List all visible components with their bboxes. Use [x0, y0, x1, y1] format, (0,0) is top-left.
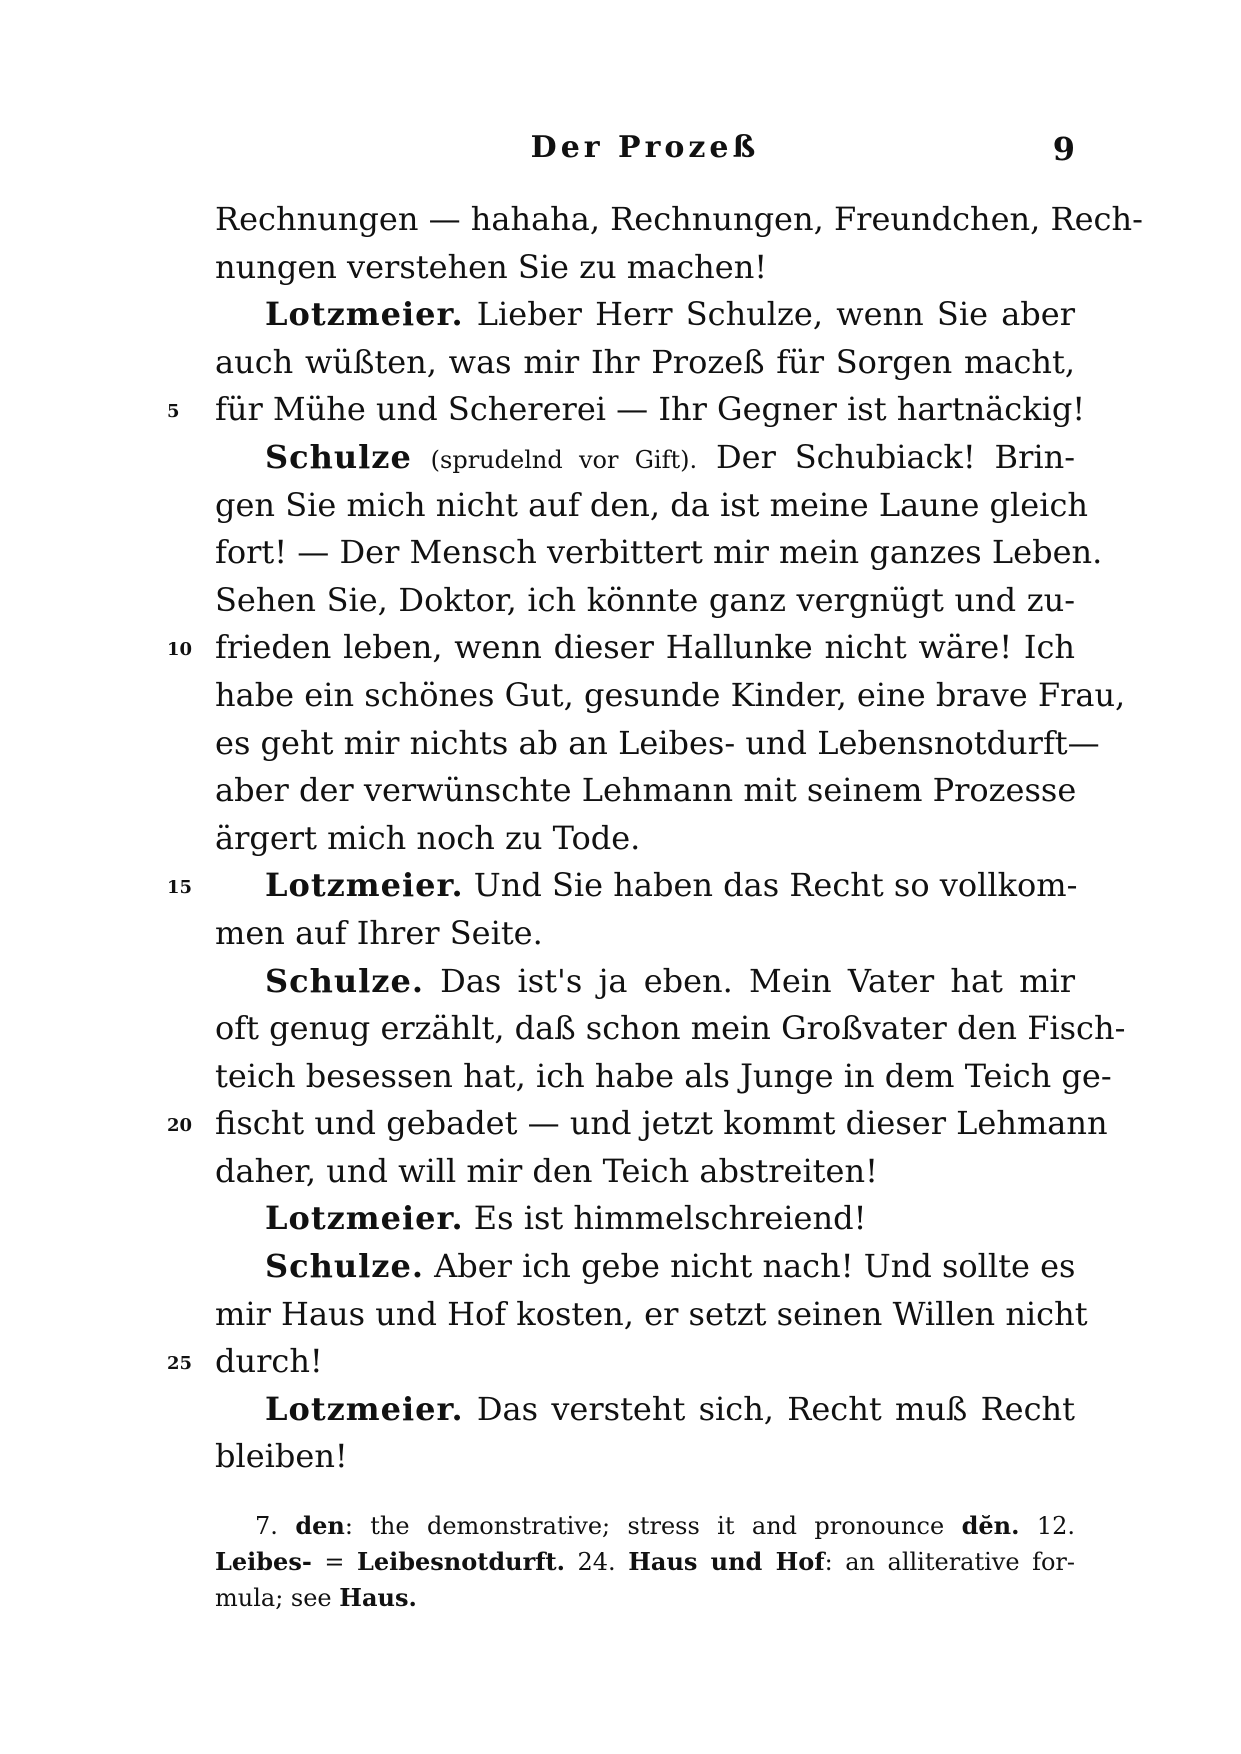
line-number: 15: [167, 877, 193, 899]
line-content: [215, 720, 1100, 768]
footnote-text: mula; see: [215, 1584, 332, 1612]
footnote-line: [215, 1544, 1075, 1580]
line-text: Aber ich gebe nicht nach! Und sollte es: [434, 1247, 1076, 1286]
footnote-ref: 7.: [255, 1512, 278, 1540]
running-header: [215, 130, 1075, 170]
text-line: [215, 958, 1075, 1006]
footnotes: [215, 1508, 1075, 1616]
line-text: fort! — Der Mensch verbittert mir mein ganzes Leben.: [215, 533, 1103, 572]
text-line: [215, 482, 1088, 530]
text-line: [215, 291, 1075, 339]
text-line: [215, 577, 1075, 625]
line-content: [215, 386, 1086, 434]
speaker-name: Schulze: [265, 437, 412, 476]
line-text: men auf Ihrer Seite.: [215, 913, 543, 952]
text-line: [215, 1433, 1075, 1481]
line-text: auch wüßten, was mir Ihr Prozeß für Sorgen macht,: [215, 342, 1075, 381]
line-content: [215, 1005, 1126, 1053]
line-text: Und Sie haben das Recht so vollkom-: [473, 866, 1078, 905]
speaker-name: Lotzmeier.: [265, 295, 464, 334]
line-text: gen Sie mich nicht auf den, da ist meine Laune gleich: [215, 485, 1088, 524]
footnote-text: : the demonstrative; stress it and pronounce: [344, 1512, 945, 1540]
text-line: [167, 862, 1078, 910]
line-content: [215, 196, 1143, 244]
line-content: [215, 244, 1075, 292]
text-line: [215, 1386, 1075, 1434]
line-text: durch!: [215, 1342, 323, 1381]
line-content: [215, 482, 1088, 530]
speaker-name: Lotzmeier.: [265, 1199, 464, 1238]
line-content: [215, 1338, 1075, 1386]
line-number: 25: [167, 1353, 193, 1375]
text-line: [167, 624, 1075, 672]
line-content: [215, 1148, 1075, 1196]
text-line: [215, 720, 1100, 768]
line-content: [215, 339, 1075, 387]
text-line: [215, 815, 1075, 863]
footnote-term: Haus und Hof: [628, 1547, 825, 1576]
text-line: [215, 672, 1126, 720]
footnote-line: [215, 1580, 1075, 1616]
line-content: [215, 1100, 1108, 1148]
text-line: [167, 1100, 1108, 1148]
text-line: [167, 1338, 1075, 1386]
footnote-term: Leibes-: [215, 1547, 312, 1576]
line-text: aber der verwünschte Lehmann mit seinem Prozesse: [215, 771, 1077, 810]
text-line: [215, 244, 1075, 292]
footnote-text: =: [311, 1548, 357, 1576]
page-number: 9: [1052, 130, 1075, 168]
line-content: [215, 1386, 1075, 1434]
line-number: 10: [167, 639, 193, 661]
line-content: [215, 1433, 1075, 1481]
line-text: Es ist himmelschreiend!: [473, 1199, 867, 1238]
line-text: fischt und gebadet — und jetzt kommt dieser Lehmann: [215, 1104, 1108, 1143]
line-text: frieden leben, wenn dieser Hallunke nicht wäre! Ich: [215, 628, 1075, 667]
line-text: bleiben!: [215, 1437, 348, 1476]
footnote-term: den: [295, 1511, 345, 1540]
line-text: daher, und will mir den Teich abstreiten!: [215, 1151, 878, 1190]
footnote-line: [215, 1508, 1075, 1544]
text-line: [215, 196, 1143, 244]
text-line: [215, 1243, 1075, 1291]
line-text: Lieber Herr Schulze, wenn Sie aber: [476, 295, 1075, 334]
line-text: habe ein schönes Gut, gesunde Kinder, eine brave Frau,: [215, 675, 1126, 714]
speaker-name: Lotzmeier.: [265, 1389, 464, 1428]
line-text: Rechnungen — hahaha, Rechnungen, Freundchen, Rech-: [215, 200, 1143, 238]
running-title: Der Prozeß: [530, 130, 760, 165]
line-content: [215, 529, 1103, 577]
text-line: [215, 1148, 1075, 1196]
line-number: 20: [167, 1115, 193, 1137]
line-content: [215, 1291, 1088, 1339]
stage-direction: (sprudelnd vor Gift).: [430, 445, 698, 474]
text-line: [215, 1005, 1126, 1053]
drama-text: [167, 196, 1143, 1481]
text-line: [215, 434, 1075, 482]
footnote-term: Leibesnotdurft.: [356, 1547, 565, 1576]
line-text: oft genug erzählt, daß schon mein Großvater den Fisch-: [215, 1009, 1126, 1048]
footnote-term: Haus.: [339, 1583, 417, 1612]
text-line: [215, 529, 1103, 577]
line-content: [215, 958, 1075, 1006]
line-text: Sehen Sie, Doktor, ich könnte ganz vergnügt und zu-: [215, 580, 1075, 619]
text-line: [215, 1291, 1088, 1339]
line-text: teich besessen hat, ich habe als Junge in dem Teich ge-: [215, 1056, 1112, 1095]
line-number: 5: [167, 401, 180, 423]
footnote-text: : an alliterative for-: [824, 1548, 1075, 1576]
line-text: nungen verstehen Sie zu machen!: [215, 247, 768, 286]
line-content: [215, 1053, 1112, 1101]
text-line: [215, 910, 1075, 958]
footnote-ref: 12.: [1036, 1512, 1076, 1540]
speaker-name: Schulze.: [265, 961, 424, 1000]
line-content: [215, 815, 1075, 863]
line-text: Das ist's ja eben. Mein Vater hat mir: [440, 961, 1076, 1000]
line-text: Das versteht sich, Recht muß Recht: [476, 1389, 1076, 1428]
line-text: es geht mir nichts ab an Leibes- und Lebensnotdurft—: [215, 723, 1100, 762]
line-content: [215, 291, 1075, 339]
speaker-name: Lotzmeier.: [265, 866, 464, 905]
line-text: für Mühe und Schererei — Ihr Gegner ist hartnäckig!: [215, 390, 1086, 429]
line-content: [215, 767, 1075, 815]
text-line: [215, 1195, 1075, 1243]
footnote-term: dĕn.: [961, 1511, 1020, 1540]
footnote-ref: 24.: [577, 1548, 616, 1576]
text-line: [215, 1053, 1112, 1101]
line-content: [215, 1243, 1075, 1291]
line-content: [215, 1195, 1075, 1243]
text-line: [215, 767, 1075, 815]
line-content: [215, 862, 1078, 910]
line-content: [215, 624, 1075, 672]
line-content: [215, 672, 1126, 720]
speaker-name: Schulze.: [265, 1247, 424, 1286]
line-text: Der Schubiack! Brin-: [715, 437, 1076, 476]
line-content: [215, 434, 1075, 485]
line-content: [215, 577, 1075, 625]
line-text: mir Haus und Hof kosten, er setzt seinen Willen nicht: [215, 1294, 1088, 1333]
text-line: [215, 339, 1075, 387]
line-text: ärgert mich noch zu Tode.: [215, 818, 641, 857]
text-line: [167, 386, 1086, 434]
line-content: [215, 910, 1075, 958]
